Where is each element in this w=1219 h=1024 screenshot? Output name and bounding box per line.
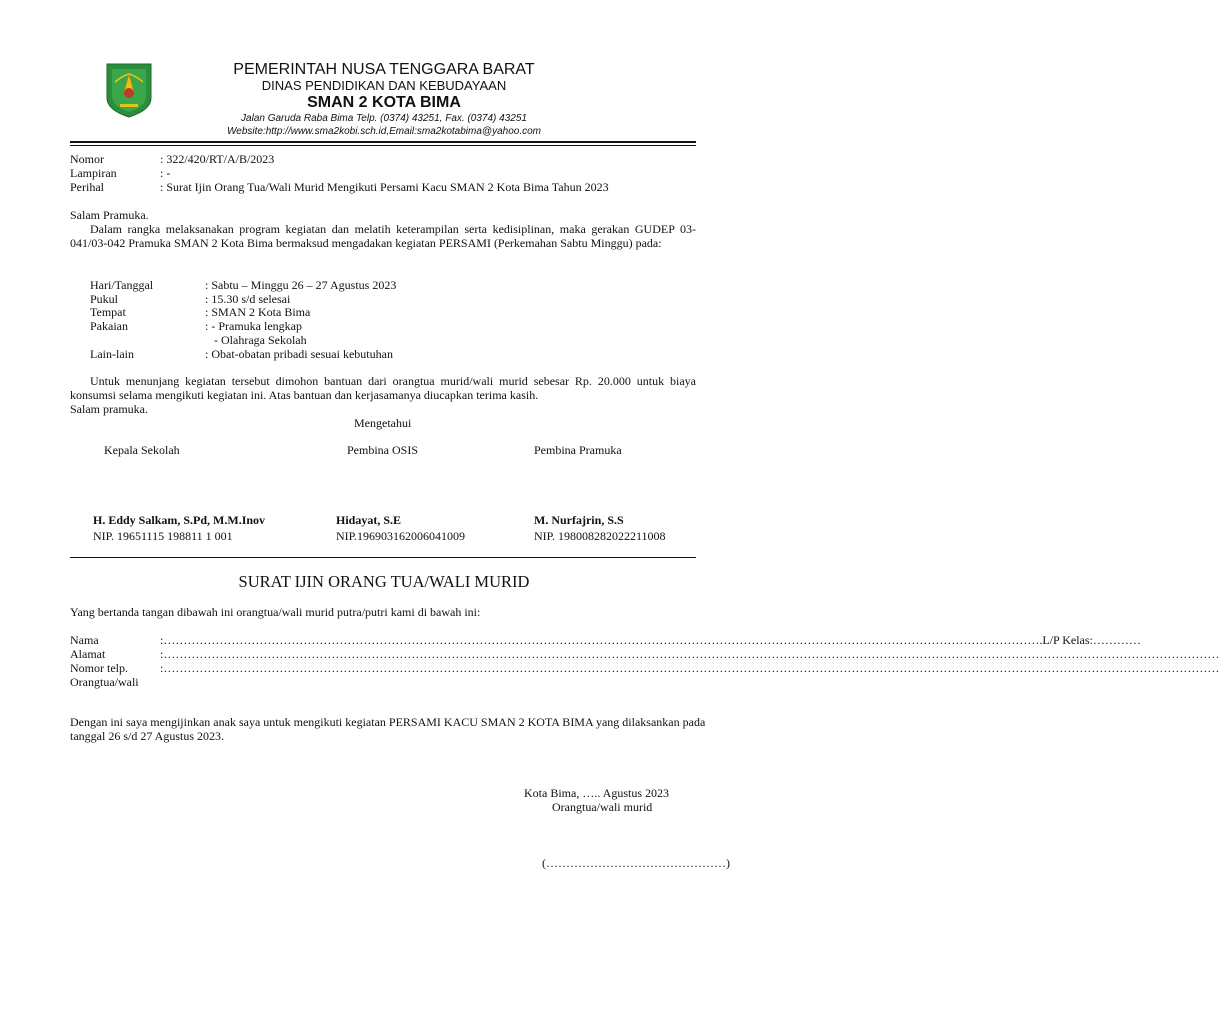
parent-signer-role: Orangtua/wali murid [552,800,653,814]
detail-value: : Sabtu – Minggu 26 – 27 Agustus 2023 [205,278,397,292]
detail-label: Lain-lain [90,347,134,361]
signer-name: H. Eddy Salkam, S.Pd, M.M.Inov [93,513,266,527]
header-divider-thin [70,145,696,146]
letter-paragraph-1: Dalam rangka melaksanakan program kegiatan dan melatih keterampilan serta kedisiplinan, maka gerakan GUDEP 03-041/03-042 Pramuka SMAN 2 Kota Bima bermaksud mengadakan kegiatan PERSAMI (Perkemahan Sabtu Minggu) pada: [70,222,696,250]
field-label: Nama [70,633,99,647]
nomor-value: : 322/420/RT/A/B/2023 [160,152,275,166]
field-blank-nama: :………………………………………………………………………………………………………………………………………………………………………………………………….L/P Kelas:………… [160,633,1141,647]
place-date: Kota Bima, ….. Agustus 2023 [524,786,670,800]
lampiran-value: : - [160,166,171,180]
detail-label: Tempat [90,305,126,319]
signer-nip: NIP.196903162006041009 [336,529,466,543]
detail-label: Pakaian [90,319,128,333]
signer-nip: NIP. 19651115 198811 1 001 [93,529,233,543]
detail-value: : Obat-obatan pribadi sesuai kebutuhan [205,347,393,361]
detail-label: Pukul [90,292,119,306]
detail-value: - Olahraga Sekolah [214,333,307,347]
signer-role: Pembina Pramuka [534,443,622,457]
permission-title: SURAT IJIN ORANG TUA/WALI MURID [238,572,530,591]
signer-nip: NIP. 198008282022211008 [534,529,666,543]
letter-paragraph-2: Untuk menunjang kegiatan tersebut dimohon bantuan dari orangtua murid/wali murid sebesar Rp. 20.000 untuk biaya konsumsi selama mengikuti kegiatan ini. Atas bantuan dan kerjasamanya diucapkan terima kasih. [70,374,696,402]
field-blank-alamat: :………………………………………………………………………………………………………………………………………………………………………………………………………………………………………… [160,647,1219,661]
header-school: SMAN 2 KOTA BIMA [307,94,461,111]
permission-statement [70,715,710,743]
field-label: Alamat [70,647,106,661]
nomor-label: Nomor [70,152,104,166]
detail-value: : 15.30 s/d selesai [205,292,291,306]
permission-intro: Yang bertanda tangan dibawah ini orangtua/wali murid putra/putri kami di bawah ini: [70,605,481,619]
header-government: PEMERINTAH NUSA TENGGARA BARAT [233,61,535,78]
cut-line [70,557,696,558]
signer-role: Kepala Sekolah [104,443,180,457]
perihal-value: : Surat Ijin Orang Tua/Wali Murid Mengikuti Persami Kacu SMAN 2 Kota Bima Tahun 2023 [160,180,609,194]
header-website: Website:http://www.sma2kobi.sch.id,Email:sma2kotabima@yahoo.com [227,126,541,137]
perihal-label: Perihal [70,180,104,194]
signer-name: M. Nurfajrin, S.S [534,513,624,527]
field-blank-telp: :………………………………………………………………………………………………………………………………………………………………………………………………………………………………………… [160,661,1219,675]
detail-value: : SMAN 2 Kota Bima [205,305,311,319]
closing-salutation: Salam pramuka. [70,402,148,416]
detail-value: : - Pramuka lengkap [205,319,302,333]
statement-text: Dengan ini saya mengijinkan anak saya untuk mengikuti kegiatan PERSAMI KACU SMAN 2 KOTA BIMA yang dilaksankan pada tanggal 26 s/d 27 Agustus 2023. [70,715,706,743]
field-label: Nomor telp. [70,661,128,675]
field-label: Orangtua/wali [70,675,139,689]
lampiran-label: Lampiran [70,166,117,180]
header-department: DINAS PENDIDIKAN DAN KEBUDAYAAN [261,78,507,93]
detail-label: Hari/Tanggal [90,278,154,292]
header-divider [70,141,696,143]
salutation: Salam Pramuka. [70,208,149,222]
parent-signature-blank: (………………………………………) [542,856,730,870]
signer-role: Pembina OSIS [347,443,419,457]
header-address: Jalan Garuda Raba Bima Telp. (0374) 43251, Fax. (0374) 43251 [241,113,527,124]
signer-name: Hidayat, S.E [336,513,402,527]
mengetahui-label: Mengetahui [354,416,412,430]
